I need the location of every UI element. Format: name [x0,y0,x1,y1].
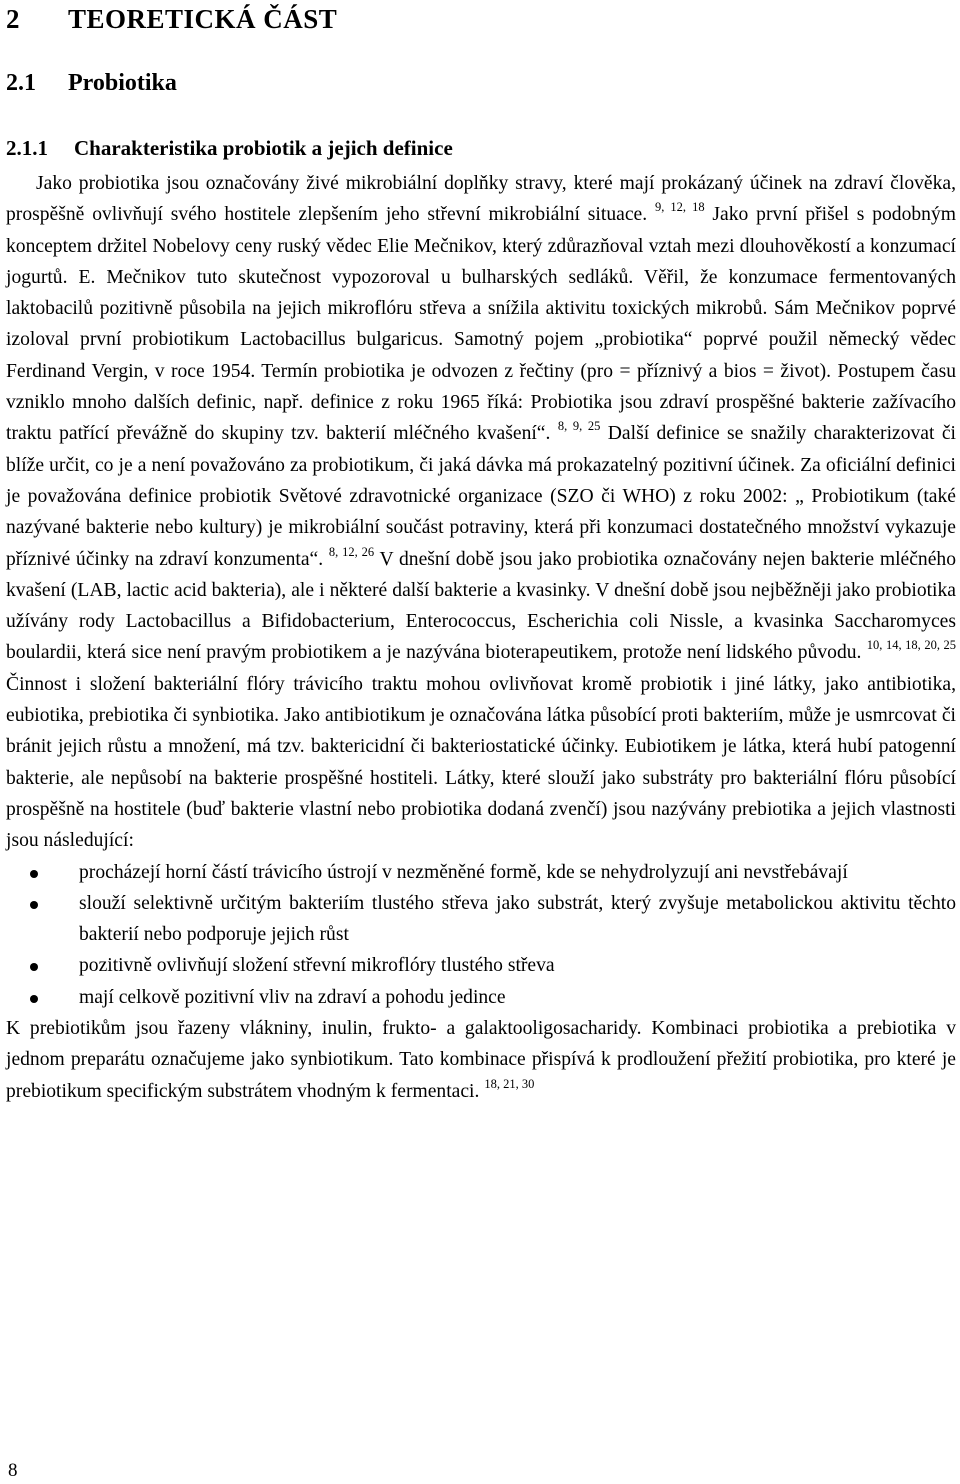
bullet-icon [30,901,38,909]
paragraph-text: V dnešní době jsou jako probiotika označovány nejen bakterie mléčného kvašení (LAB, lactic acid bakteria), ale i některé další bakterie a kvasinky. V dnešní době jsou nejběžněji jako probiotika užívány rody Lactobacillus a Bifidobacterium, Enterococcus, Escherichia coli Nissle, a kvasinka Saccharomyces boulardii, která sice není pravým probiotikem a je nazývána bioterapeutikem, protože není lidského původu. [6,548,956,664]
closing-paragraph [6,1013,956,1107]
subsection-title: Charakteristika probiotik a jejich definice [74,136,453,160]
list-item [6,857,956,888]
chapter-heading [6,4,337,35]
citation: 10, 14, 18, 20, 25 [866,638,956,653]
paragraph-text: Jako probiotika jsou označovány živé mikrobiální doplňky stravy, které mají prokázaný účinek na zdraví člověka, prospěšně ovlivňují svého hostitele zlepšením jeho střevní mikrobiální situace. [6,173,956,226]
citation: 18, 21, 30 [484,1076,535,1091]
list-item-text: slouží selektivně určitým bakteriím tlustého střeva jako substrát, který zvyšuje metabolickou aktivitu těchto bakterií nebo podporuje jejich růst [79,892,956,946]
page-number: 8 [8,1460,18,1481]
bullet-icon [30,963,38,971]
chapter-title: TEORETICKÁ ČÁST [68,4,338,34]
body-text [6,168,956,1107]
section-number: 2.1 [6,70,36,96]
prebiotic-properties-list [6,857,956,1013]
list-item [6,888,956,951]
list-item [6,950,956,981]
chapter-number: 2 [6,4,20,34]
section-heading [6,70,177,97]
list-item-text: mají celkově pozitivní vliv na zdraví a pohodu jedince [79,986,506,1008]
subsection-heading [6,136,453,161]
paragraph-text: K prebiotikům jsou řazeny vlákniny, inulin, frukto- a galaktooligosacharidy. Kombinaci probiotika a prebiotika v jednom preparátu označujeme jako synbiotikum. Tato kombinace přispívá k prodloužení přežití probiotika, pro které je prebiotikum specifickým substrátem vhodným k fermentaci. [6,1018,956,1102]
citation: 8, 12, 26 [328,544,375,559]
section-title: Probiotika [68,70,177,96]
citation: 8, 9, 25 [557,419,601,434]
list-item-text: pozitivně ovlivňují složení střevní mikroflóry tlustého střeva [79,955,555,977]
bullet-icon [30,995,38,1003]
citation: 9, 12, 18 [654,200,705,215]
main-paragraph [6,168,956,857]
paragraph-text: Další definice se snažily charakterizovat či blíže určit, co je a není považováno za probiotikum, či jaká dávka má prokazatelný pozitivní účinek. Za oficiální definici je považována definice probiotik Světové zdravotnické organizace (SZO či WHO) z roku 2002: „ Probiotikum (také nazývané bakterie nebo kultury) je mikrobiální součást potraviny, která při konzumaci dostatečného množství vykazuje příznivé účinky na zdraví konzumenta“. [6,423,956,570]
paragraph-text: Činnost i složení bakteriální flóry trávicího traktu mohou ovlivňovat kromě probiotik i jiné látky, jako antibiotika, eubiotika, prebiotika či synbiotika. Jako antibiotikum je označována látka působící proti bakteriím, může je usmrcovat či bránit jejich růstu a množení, má tzv. baktericidní či bakteriostatické účinky. Eubiotikem je látka, která hubí patogenní bakterie, ale nepůsobí na bakterie prospěšné hostiteli. Látky, které slouží jako substráty pro bakteriální flóru působící prospěšně na hostitele (buď bakterie vlastní nebo probiotika dodaná zvenčí) jsou nazývány prebiotika a jejich vlastnosti jsou následující: [6,673,956,852]
subsection-number: 2.1.1 [6,136,48,160]
list-item [6,982,956,1013]
bullet-icon [30,870,38,878]
paragraph-text: Jako první přišel s podobným konceptem držitel Nobelovy ceny ruský vědec Elie Mečnikov, který zdůrazňoval vztah mezi dlouhověkostí a konzumací jogurtů. E. Mečnikov tuto skutečnost vypozoroval u bulharských sedláků. Věřil, že konzumace fermentovaných laktobacilů pozitivně působila na jejich mikroflóru střeva a snížila aktivitu toxických mikrobů. Sám Mečnikov poprvé izoloval první probiotikum Lactobacillus bulgaricus. Samotný pojem „probiotika“ poprvé použil německý vědec Ferdinand Vergin, v roce 1954. Termín probiotika je odvozen z řečtiny (pro = příznivý a bios = život). Postupem času vzniklo mnoho dalších definic, např. definice z roku 1965 říká: Probiotika jsou zdraví prospěšné bakterie zažívacího traktu patřící převážně do skupiny tzv. bakterií mléčného kvašení“. [6,204,957,445]
list-item-text: procházejí horní částí trávicího ústrojí v nezměněné formě, kde se nehydrolyzují ani nevstřebávají [79,861,848,883]
